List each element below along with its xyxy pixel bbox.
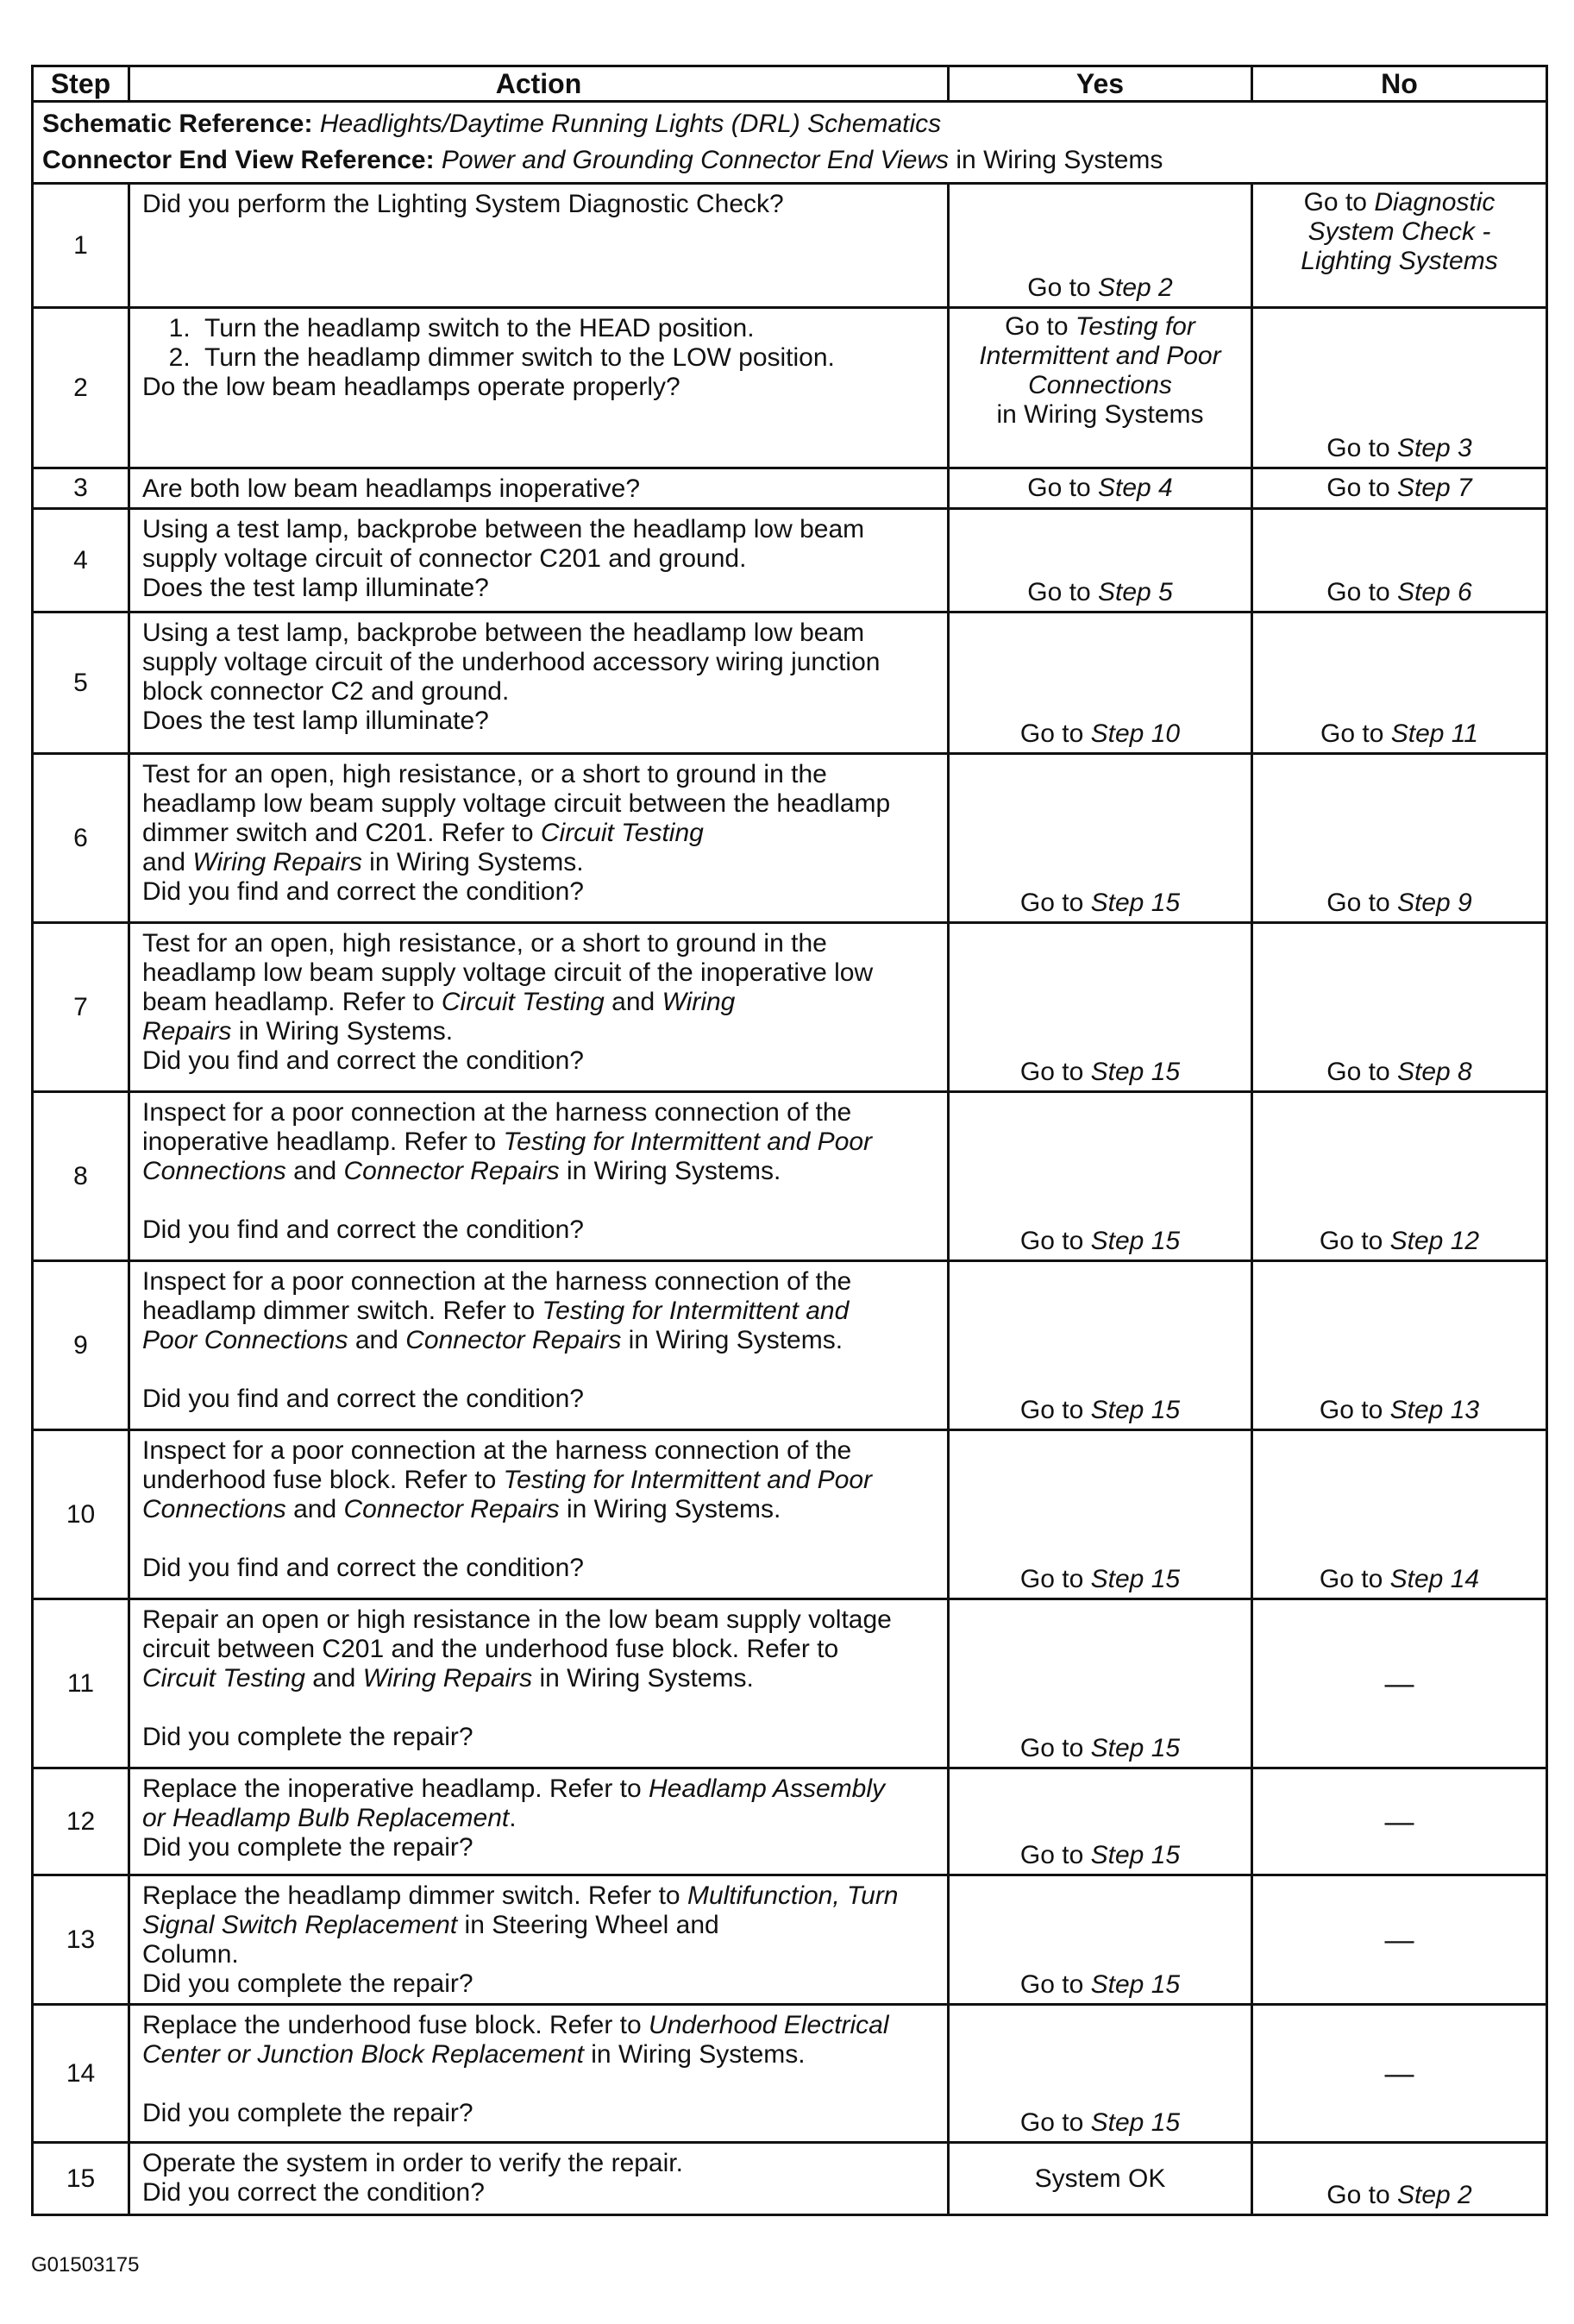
yes-link[interactable]: Step 15 — [1090, 1396, 1181, 1424]
yes-prefix: Go to — [1019, 889, 1091, 917]
reference-link[interactable]: Connections — [142, 1495, 286, 1523]
step-number: 1 — [33, 184, 129, 308]
action-cell — [129, 923, 949, 1092]
step-number: 2 — [33, 308, 129, 468]
yes-cell — [949, 1261, 1252, 1430]
yes-cell — [949, 509, 1252, 612]
action-text: supply voltage circuit of the underhood accessory wiring junction — [142, 648, 881, 676]
table-row — [33, 1599, 1547, 1768]
action-text: dimmer switch and C201. Refer to Circuit Testing — [142, 819, 704, 847]
yes-link[interactable]: Step 15 — [1090, 1058, 1181, 1086]
reference-link[interactable]: Repairs — [142, 1017, 232, 1046]
yes-link[interactable]: Step 5 — [1097, 578, 1173, 606]
header-step: Step — [33, 66, 129, 102]
action-text: block connector C2 and ground. — [142, 677, 510, 706]
yes-link[interactable]: Step 15 — [1090, 2108, 1181, 2137]
reference-link[interactable]: Testing for Intermittent and Poor — [503, 1127, 873, 1156]
action-question: Did you complete the repair? — [142, 1833, 473, 1862]
action-cell — [129, 754, 949, 923]
action-text: Replace the underhood fuse block. Refer to Underhood Electrical — [142, 2011, 889, 2039]
action-text: or Headlamp Bulb Replacement. — [142, 1804, 517, 1832]
no-prefix: Go to — [1319, 1396, 1390, 1424]
table-row — [33, 1092, 1547, 1261]
action-text: Operate the system in order to verify the repair. — [142, 2149, 683, 2177]
no-cell — [1252, 754, 1547, 923]
reference-link[interactable]: or Headlamp Bulb Replacement — [142, 1804, 510, 1832]
reference-link[interactable]: Poor Connections — [142, 1326, 348, 1354]
yes-link[interactable]: Step 15 — [1090, 1970, 1181, 1999]
action-question: Do the low beam headlamps operate properly? — [142, 373, 680, 401]
table-row — [33, 1768, 1547, 1875]
action-text: Did you perform the Lighting System Diagnostic Check? — [142, 190, 784, 218]
table-row — [33, 1875, 1547, 2005]
no-cell: — — [1252, 2005, 1547, 2143]
no-cell — [1252, 2143, 1547, 2215]
yes-prefix: Go to — [1019, 1227, 1091, 1255]
action-text: Connections and Connector Repairs in Wiring Systems. — [142, 1157, 781, 1185]
step-number: 13 — [33, 1875, 129, 2005]
no-link[interactable]: Step 3 — [1396, 434, 1472, 462]
reference-link[interactable]: Connector Repairs — [343, 1157, 560, 1185]
reference-link[interactable]: Connections — [142, 1157, 286, 1185]
no-link[interactable]: Step 13 — [1389, 1396, 1480, 1424]
action-text: Connections and Connector Repairs in Wiring Systems. — [142, 1495, 781, 1523]
action-text: inoperative headlamp. Refer to Testing for Intermittent and Poor — [142, 1127, 873, 1156]
step-number: 10 — [33, 1430, 129, 1599]
no-link[interactable]: Step 9 — [1396, 889, 1472, 917]
no-prefix: Go to — [1326, 2181, 1397, 2209]
reference-link[interactable]: Testing for Intermittent and Poor — [503, 1466, 873, 1494]
action-text: Inspect for a poor connection at the harness connection of the — [142, 1436, 852, 1465]
diagnostic-table-document — [31, 65, 1546, 2216]
no-cell: — — [1252, 1599, 1547, 1768]
no-link[interactable]: Step 12 — [1389, 1227, 1480, 1255]
reference-link[interactable]: Circuit Testing — [441, 988, 605, 1016]
no-link[interactable]: Step 8 — [1396, 1058, 1472, 1086]
no-cell — [1252, 509, 1547, 612]
no-link[interactable]: Step 7 — [1396, 474, 1472, 502]
yes-cell — [949, 1768, 1252, 1875]
yes-cell — [949, 754, 1252, 923]
no-prefix: Go to — [1326, 474, 1397, 502]
step-number: 6 — [33, 754, 129, 923]
connector-reference-label: Connector End View Reference: — [42, 146, 435, 174]
yes-link[interactable]: Step 15 — [1090, 1734, 1181, 1762]
schematic-reference-label: Schematic Reference: — [42, 110, 313, 138]
action-cell — [129, 1768, 949, 1875]
reference-link[interactable]: Underhood Electrical — [649, 2011, 889, 2039]
step-number: 8 — [33, 1092, 129, 1261]
no-cell — [1252, 612, 1547, 754]
action-text: Replace the inoperative headlamp. Refer to Headlamp Assembly — [142, 1774, 886, 1803]
reference-link[interactable]: Signal Switch Replacement — [142, 1911, 458, 1939]
action-text: underhood fuse block. Refer to Testing for Intermittent and Poor — [142, 1466, 873, 1494]
action-text: Repair an open or high resistance in the low beam supply voltage — [142, 1605, 892, 1634]
action-list — [142, 314, 935, 373]
reference-link[interactable]: Center or Junction Block Replacement — [142, 2040, 584, 2069]
no-cell — [1252, 308, 1547, 468]
action-text: Inspect for a poor connection at the harness connection of the — [142, 1098, 852, 1127]
table-row — [33, 184, 1547, 308]
yes-prefix: Go to — [1027, 273, 1098, 302]
no-prefix: Go to — [1326, 578, 1397, 606]
action-text: Using a test lamp, backprobe between the headlamp low beam — [142, 515, 865, 543]
no-link[interactable]: Diagnostic System Check - Lighting Systems — [1301, 188, 1498, 275]
action-cell — [129, 1261, 949, 1430]
reference-row — [33, 102, 1547, 184]
action-text: Signal Switch Replacement in Steering Wheel and — [142, 1911, 719, 1939]
action-text: Repairs in Wiring Systems. — [142, 1017, 454, 1046]
reference-cell — [33, 102, 1547, 184]
action-text: Circuit Testing and Wiring Repairs in Wiring Systems. — [142, 1664, 754, 1693]
no-cell — [1252, 1261, 1547, 1430]
action-text: Column. — [142, 1940, 239, 1969]
yes-link[interactable]: Step 10 — [1090, 719, 1181, 748]
step-number: 14 — [33, 2005, 129, 2143]
action-text: Inspect for a poor connection at the harness connection of the — [142, 1267, 852, 1296]
action-cell — [129, 1599, 949, 1768]
reference-link[interactable]: Connector Repairs — [343, 1495, 560, 1523]
list-item: 1. Turn the headlamp switch to the HEAD position. — [198, 314, 935, 343]
table-row — [33, 2005, 1547, 2143]
reference-link[interactable]: Wiring Repairs — [192, 848, 362, 876]
action-question: Did you complete the repair? — [142, 2099, 473, 2127]
action-text: and Wiring Repairs in Wiring Systems. — [142, 848, 584, 876]
table-row — [33, 509, 1547, 612]
action-text: Test for an open, high resistance, or a short to ground in the — [142, 760, 827, 788]
header-action: Action — [129, 66, 949, 102]
table-row — [33, 308, 1547, 468]
reference-link[interactable]: Connector Repairs — [405, 1326, 622, 1354]
action-question: Did you find and correct the condition? — [142, 1215, 584, 1244]
action-cell — [129, 2143, 949, 2215]
step-number: 11 — [33, 1599, 129, 1768]
reference-link[interactable]: Headlamp Assembly — [649, 1774, 886, 1803]
action-text: Are both low beam headlamps inoperative? — [142, 474, 641, 503]
no-prefix: Go to — [1326, 434, 1397, 462]
action-question: Did you find and correct the condition? — [142, 1554, 584, 1582]
action-cell — [129, 612, 949, 754]
yes-link[interactable]: Step 15 — [1090, 1841, 1181, 1869]
action-question: Did you find and correct the condition? — [142, 877, 584, 906]
action-question: Does the test lamp illuminate? — [142, 574, 489, 602]
yes-suffix: in Wiring Systems — [996, 400, 1204, 429]
reference-link[interactable]: Wiring — [662, 988, 736, 1016]
yes-cell — [949, 612, 1252, 754]
reference-link[interactable]: Wiring Repairs — [362, 1664, 533, 1693]
yes-link[interactable]: Step 15 — [1090, 889, 1181, 917]
yes-cell — [949, 1875, 1252, 2005]
no-cell — [1252, 1430, 1547, 1599]
action-text: Poor Connections and Connector Repairs in Wiring Systems. — [142, 1326, 843, 1354]
yes-cell: System OK — [949, 2143, 1252, 2215]
yes-link[interactable]: Step 15 — [1090, 1227, 1181, 1255]
reference-link[interactable]: Circuit Testing — [540, 819, 704, 847]
action-cell — [129, 1875, 949, 2005]
no-prefix: Go to — [1319, 1565, 1390, 1593]
schematic-reference-value: Headlights/Daytime Running Lights (DRL) Schematics — [319, 110, 942, 138]
action-text: Replace the headlamp dimmer switch. Refer to Multifunction, Turn — [142, 1881, 899, 1910]
action-question: Did you complete the repair? — [142, 1723, 473, 1751]
action-text: headlamp dimmer switch. Refer to Testing for Intermittent and — [142, 1297, 850, 1325]
action-text: beam headlamp. Refer to Circuit Testing and Wiring — [142, 988, 736, 1016]
yes-prefix: Go to — [1019, 2108, 1091, 2137]
no-link[interactable]: Step 2 — [1396, 2181, 1472, 2209]
header-no: No — [1252, 66, 1547, 102]
yes-prefix: Go to — [1019, 719, 1091, 748]
yes-cell — [949, 1092, 1252, 1261]
action-question: Does the test lamp illuminate? — [142, 707, 489, 735]
yes-prefix: Go to — [1019, 1970, 1091, 1999]
yes-cell — [949, 308, 1252, 468]
step-number: 5 — [33, 612, 129, 754]
reference-link[interactable]: Multifunction, Turn — [687, 1881, 899, 1910]
yes-link[interactable]: Step 15 — [1090, 1565, 1181, 1593]
connector-reference-value: Power and Grounding Connector End Views — [441, 146, 950, 174]
header-yes: Yes — [949, 66, 1252, 102]
yes-cell — [949, 923, 1252, 1092]
no-prefix: Go to — [1320, 719, 1391, 748]
yes-cell — [949, 468, 1252, 509]
yes-link[interactable]: Testing for Intermittent and Poor Connections — [979, 312, 1221, 399]
no-prefix: Go to — [1326, 1058, 1397, 1086]
action-cell — [129, 184, 949, 308]
yes-cell — [949, 2005, 1252, 2143]
step-number: 12 — [33, 1768, 129, 1875]
diagnostic-table — [31, 65, 1548, 2216]
no-prefix: Go to — [1326, 889, 1397, 917]
action-question: Did you correct the condition? — [142, 2178, 485, 2207]
action-question: Did you find and correct the condition? — [142, 1046, 584, 1075]
yes-prefix: Go to — [1019, 1841, 1091, 1869]
action-question: Did you find and correct the condition? — [142, 1385, 584, 1413]
yes-prefix: Go to — [1019, 1565, 1091, 1593]
no-cell: — — [1252, 1875, 1547, 2005]
yes-cell — [949, 184, 1252, 308]
yes-prefix: Go to — [1005, 312, 1075, 341]
action-text: Test for an open, high resistance, or a short to ground in the — [142, 929, 827, 958]
action-cell — [129, 2005, 949, 2143]
schematic-reference — [42, 106, 1537, 142]
no-cell — [1252, 923, 1547, 1092]
action-cell — [129, 308, 949, 468]
table-row — [33, 1430, 1547, 1599]
table-row — [33, 2143, 1547, 2215]
no-cell — [1252, 1092, 1547, 1261]
connector-reference-suffix: in Wiring Systems — [949, 146, 1163, 174]
no-cell — [1252, 184, 1547, 308]
yes-cell — [949, 1430, 1252, 1599]
action-cell — [129, 509, 949, 612]
yes-prefix: Go to — [1019, 1734, 1091, 1762]
yes-link[interactable]: Step 4 — [1097, 474, 1173, 502]
yes-cell — [949, 1599, 1252, 1768]
action-text: supply voltage circuit of connector C201 and ground. — [142, 544, 747, 573]
figure-id: G01503175 — [31, 2253, 140, 2277]
action-text: Center or Junction Block Replacement in Wiring Systems. — [142, 2040, 806, 2069]
table-row — [33, 612, 1547, 754]
no-link[interactable]: Step 11 — [1390, 719, 1478, 748]
step-number: 15 — [33, 2143, 129, 2215]
action-cell — [129, 468, 949, 509]
list-item: 2. Turn the headlamp dimmer switch to the LOW position. — [198, 343, 935, 373]
action-cell — [129, 1430, 949, 1599]
action-text: Using a test lamp, backprobe between the headlamp low beam — [142, 619, 865, 647]
table-row — [33, 754, 1547, 923]
yes-link[interactable]: Step 2 — [1097, 273, 1173, 302]
yes-prefix: Go to — [1019, 1058, 1091, 1086]
step-number: 9 — [33, 1261, 129, 1430]
yes-prefix: Go to — [1027, 578, 1098, 606]
step-number: 3 — [33, 468, 129, 509]
no-cell — [1252, 468, 1547, 509]
step-number: 4 — [33, 509, 129, 612]
action-question: Did you complete the repair? — [142, 1969, 473, 1998]
table-row — [33, 1261, 1547, 1430]
reference-link[interactable]: Testing for Intermittent and — [542, 1297, 850, 1325]
no-link[interactable]: Step 14 — [1389, 1565, 1480, 1593]
action-text: circuit between C201 and the underhood fuse block. Refer to — [142, 1635, 839, 1663]
table-row — [33, 923, 1547, 1092]
action-text: headlamp low beam supply voltage circuit between the headlamp — [142, 789, 891, 818]
no-cell: — — [1252, 1768, 1547, 1875]
table-header-row — [33, 66, 1547, 102]
step-number: 7 — [33, 923, 129, 1092]
connector-reference — [42, 142, 1537, 179]
reference-link[interactable]: Circuit Testing — [142, 1664, 305, 1693]
no-prefix-text: Go to — [1303, 188, 1375, 217]
table-row — [33, 468, 1547, 509]
no-link[interactable]: Step 6 — [1396, 578, 1472, 606]
yes-prefix: Go to — [1027, 474, 1098, 502]
no-prefix: Go to — [1319, 1227, 1390, 1255]
action-cell — [129, 1092, 949, 1261]
action-text: headlamp low beam supply voltage circuit of the inoperative low — [142, 958, 874, 987]
yes-prefix: Go to — [1019, 1396, 1091, 1424]
